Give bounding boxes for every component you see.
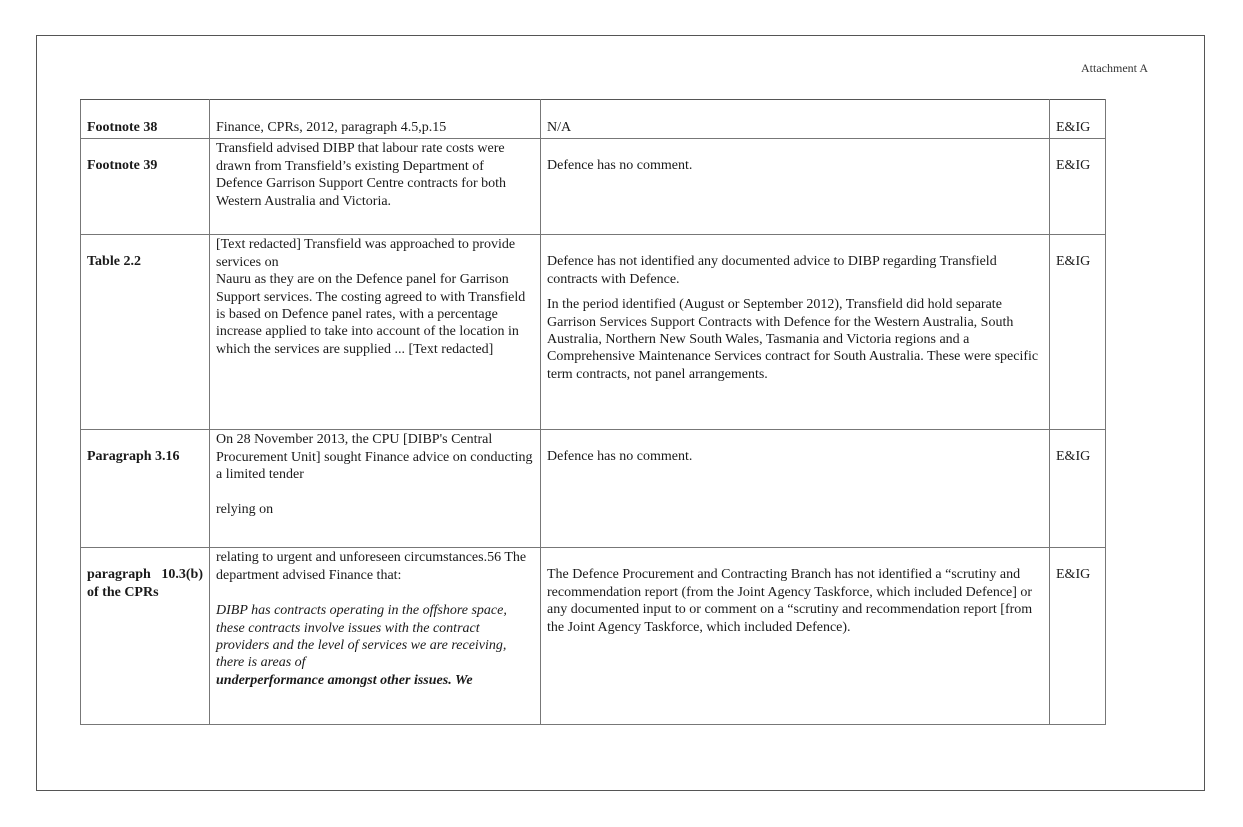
defence-comment [541, 235, 1050, 430]
defence-comment: N/A [541, 100, 1050, 139]
report-paragraph: Nauru as they are on the Defence panel for Garrison Support services. The costing agreed to with Transfield is based on Defence panel rates, with a percentage increase applied to take into account of the location in which the services are supplied ... [Text redacted] [216, 272, 526, 357]
defence-comment: The Defence Procurement and Contracting Branch has not identified a “scrutiny and recommendation report (from the Joint Agency Taskforce, which included Defence] or any documented input to or comment on a “scrutiny and recommendation report [from the Joint Agency Taskforce, which included Defence). [541, 548, 1050, 725]
attachment-label: Attachment A [1081, 61, 1148, 75]
report-paragraph: Procurement Unit] sought Finance advice on conducting a limited tender [216, 449, 533, 483]
report-text [210, 430, 541, 548]
report-paragraph: On 28 November 2013, the CPU [DIBP's Central [216, 432, 493, 448]
row-reference: Footnote 38 [81, 100, 210, 139]
report-text: Finance, CPRs, 2012, paragraph 4.5,p.15 [210, 100, 541, 139]
report-paragraph: [Text redacted] Transfield was approached to provide services on [216, 237, 516, 270]
comment-paragraph: Defence has not identified any documented advice to DIBP regarding Transfield contracts with Defence. [547, 254, 997, 287]
table-row [81, 139, 1106, 235]
row-reference: Paragraph 3.16 [81, 430, 210, 548]
table-row [81, 235, 1106, 430]
table-row [81, 548, 1106, 725]
report-quote: underperformance amongst other issues. We [216, 672, 473, 688]
row-reference: Table 2.2 [81, 235, 210, 430]
row-reference: paragraph 10.3(b) of the CPRs [81, 548, 210, 725]
responsible-area: E&IG [1050, 235, 1106, 430]
row-reference: Footnote 39 [81, 139, 210, 235]
responsible-area: E&IG [1050, 100, 1106, 139]
responsible-area: E&IG [1050, 430, 1106, 548]
report-paragraph: relating to urgent and unforeseen circumstances.56 The department advised Finance that: [216, 550, 527, 583]
table-row [81, 100, 1106, 139]
report-quote: DIBP has contracts operating in the offshore space, these contracts involve issues with the contract providers and the level of services we are receiving, there is areas of [216, 603, 507, 671]
report-text [210, 548, 541, 725]
report-text [210, 235, 541, 430]
comment-paragraph: In the period identified (August or September 2012), Transfield did hold separate Garrison Services Support Contracts with Defence for the Western Australia, South Australia, Northern New South Wales, Tasmania and Victoria regions and a Comprehensive Maintenance Services contract for South Australia. These were specific term contracts, not panel arrangements. [547, 297, 1039, 382]
responsible-area: E&IG [1050, 139, 1106, 235]
table-row [81, 430, 1106, 548]
comments-table [80, 99, 1106, 725]
defence-comment: Defence has no comment. [541, 430, 1050, 548]
report-text: Transfield advised DIBP that labour rate costs were drawn from Transfield’s existing Department of Defence Garrison Support Centre contracts for both Western Australia and Victoria. [210, 139, 541, 235]
report-paragraph: relying on [216, 501, 274, 517]
responsible-area: E&IG [1050, 548, 1106, 725]
defence-comment: Defence has no comment. [541, 139, 1050, 235]
